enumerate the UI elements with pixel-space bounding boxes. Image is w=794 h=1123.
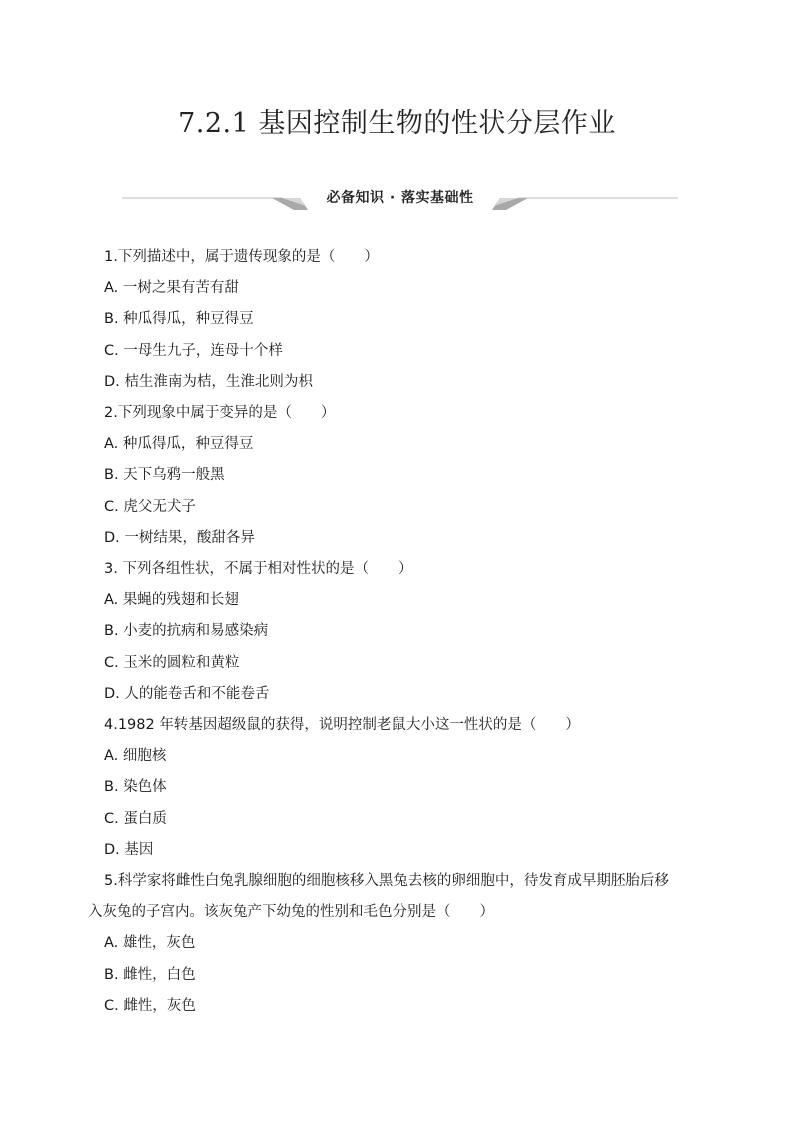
option-c: C. 蛋白质 bbox=[104, 810, 167, 827]
option-b: B. 天下乌鸦一般黑 bbox=[104, 467, 225, 484]
question-stem-line-1: 5.科学家将雌性白兔乳腺细胞的细胞核移入黑兔去核的卵细胞中，待发育成早期胚胎后移 bbox=[104, 873, 669, 890]
question-stem: 3. 下列各组性状，不属于相对性状的是（ ） bbox=[104, 561, 413, 578]
option-c: C. 一母生九子，连母十个样 bbox=[104, 342, 283, 359]
page-title: 7.2.1 基因控制生物的性状分层作业 bbox=[178, 108, 616, 139]
option-b: B. 小麦的抗病和易感染病 bbox=[104, 623, 269, 640]
question-2 bbox=[104, 398, 726, 554]
option-a: A. 果蝇的残翅和长翅 bbox=[104, 592, 239, 609]
option-b: B. 雌性，白色 bbox=[104, 966, 196, 983]
question-list bbox=[88, 242, 726, 1022]
section-banner bbox=[122, 184, 678, 214]
question-stem bbox=[88, 866, 726, 928]
option-a: A. 细胞核 bbox=[104, 748, 167, 765]
question-stem: 2.下列现象中属于变异的是（ ） bbox=[104, 405, 336, 422]
option-b: B. 染色体 bbox=[104, 779, 167, 796]
option-a: A. 雄性，灰色 bbox=[104, 935, 196, 952]
option-c: C. 玉米的圆粒和黄粒 bbox=[104, 654, 240, 671]
option-d: D. 基因 bbox=[104, 841, 154, 858]
question-5 bbox=[88, 866, 726, 1022]
option-b: B. 种瓜得瓜，种豆得豆 bbox=[104, 311, 254, 328]
question-4 bbox=[104, 710, 726, 866]
question-stem-line-2: 入灰兔的子宫内。该灰兔产下幼兔的性别和毛色分别是（ ） bbox=[88, 904, 494, 921]
section-heading: 必备知识 · 落实基础性 bbox=[326, 190, 474, 206]
question-1 bbox=[104, 242, 726, 398]
option-c: C. 虎父无犬子 bbox=[104, 498, 196, 515]
option-a: A. 一树之果有苦有甜 bbox=[104, 280, 239, 297]
question-stem: 4.1982 年转基因超级鼠的获得，说明控制老鼠大小这一性状的是（ ） bbox=[104, 717, 580, 734]
option-d: D. 一树结果，酸甜各异 bbox=[104, 529, 255, 546]
option-c: C. 雌性，灰色 bbox=[104, 997, 196, 1014]
option-d: D. 人的能卷舌和不能卷舌 bbox=[104, 685, 270, 702]
option-a: A. 种瓜得瓜，种豆得豆 bbox=[104, 436, 254, 453]
option-d: D. 桔生淮南为桔，生淮北则为枳 bbox=[104, 373, 313, 390]
question-3 bbox=[104, 554, 726, 710]
question-stem: 1.下列描述中，属于遗传现象的是（ ） bbox=[104, 249, 379, 265]
